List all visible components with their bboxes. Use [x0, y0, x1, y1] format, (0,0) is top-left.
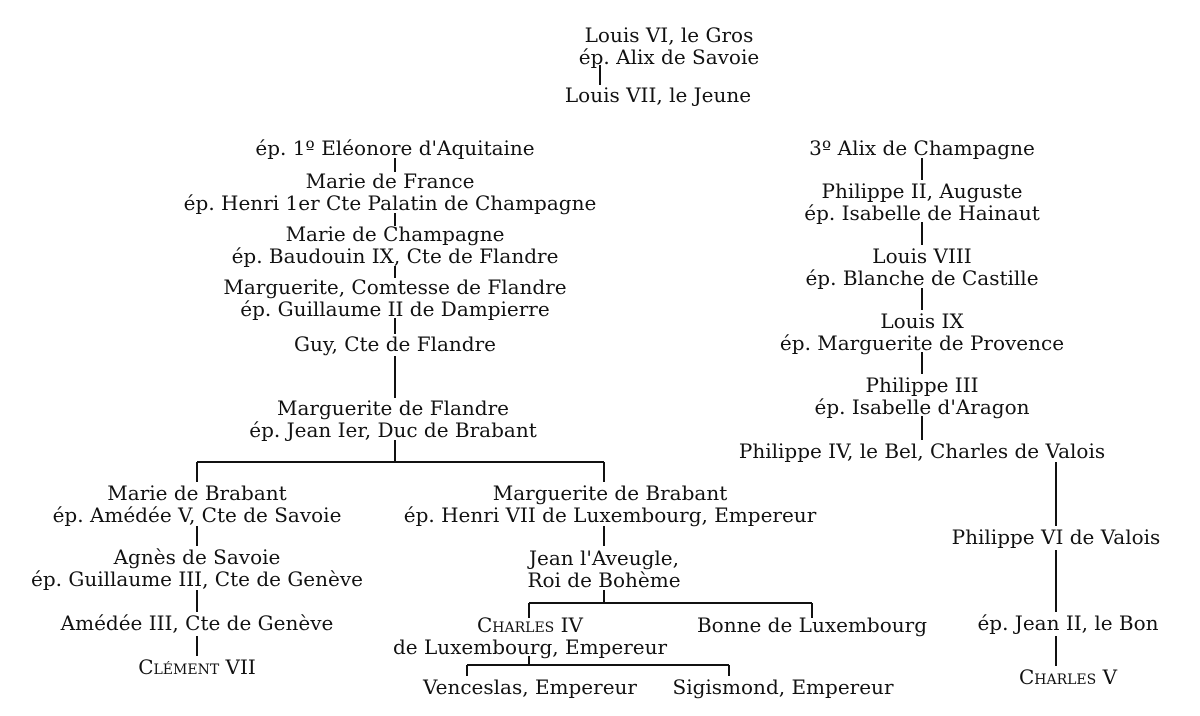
node-amedee-iii-name: Amédée III, Cte de Genève	[60, 611, 334, 635]
node-philippe-iv	[739, 440, 1105, 462]
node-agnes-de-savoie-name: Agnès de Savoie	[113, 545, 281, 569]
node-marguerite-de-flandre-name: Marguerite de Flandre	[277, 396, 509, 420]
node-bonne-de-luxembourg-name: Bonne de Luxembourg	[696, 613, 928, 637]
node-alix-de-champagne	[809, 137, 1035, 159]
node-marguerite-de-brabant-name: Marguerite de Brabant	[492, 481, 728, 505]
node-marguerite-de-brabant-spouse: ép. Henri VII de Luxembourg, Empereur	[403, 503, 817, 527]
node-guy	[294, 333, 496, 355]
node-marie-de-champagne-name: Marie de Champagne	[285, 222, 505, 246]
node-marguerite-de-flandre-spouse: ép. Jean Ier, Duc de Brabant	[249, 418, 537, 442]
node-marguerite-comtesse	[223, 276, 566, 320]
node-louis-ix-spouse: ép. Marguerite de Provence	[779, 331, 1065, 355]
node-marie-de-france	[184, 170, 597, 214]
node-marguerite-comtesse-spouse: ép. Guillaume II de Dampierre	[240, 297, 550, 321]
node-clement-vii	[138, 656, 256, 678]
node-philippe-ii	[804, 180, 1040, 224]
node-philippe-iv-name: Philippe IV, le Bel, Charles de Valois	[738, 439, 1106, 463]
node-philippe-iii	[814, 374, 1029, 418]
node-marie-de-brabant-spouse: ép. Amédée V, Cte de Savoie	[52, 503, 342, 527]
node-bonne-de-luxembourg	[697, 614, 927, 636]
node-amedee-iii	[61, 612, 334, 634]
node-philippe-iii-name: Philippe III	[865, 373, 979, 397]
node-venceslas-name: Venceslas, Empereur	[423, 675, 637, 699]
node-marie-de-champagne-spouse: ép. Baudouin IX, Cte de Flandre	[231, 244, 559, 268]
node-alix-de-champagne-name: 3º Alix de Champagne	[809, 136, 1035, 160]
node-philippe-ii-name: Philippe II, Auguste	[821, 179, 1023, 203]
node-agnes-de-savoie-spouse: ép. Guillaume III, Cte de Genève	[31, 567, 363, 591]
node-louis-viii	[805, 245, 1038, 289]
node-philippe-vi	[952, 526, 1161, 548]
node-charles-iv-title: de Luxembourg, Empereur	[392, 635, 668, 659]
node-marguerite-de-brabant	[404, 482, 817, 526]
node-marguerite-de-flandre	[249, 397, 536, 441]
node-louis-viii-spouse: ép. Blanche de Castille	[805, 266, 1039, 290]
node-marie-de-brabant	[53, 482, 342, 526]
node-eleonore	[255, 137, 534, 159]
node-marie-de-brabant-name: Marie de Brabant	[107, 481, 287, 505]
node-agnes-de-savoie	[31, 546, 363, 590]
node-charles-iv	[393, 614, 667, 658]
node-louis-vii	[565, 84, 751, 106]
node-marie-de-france-spouse: ép. Henri 1er Cte Palatin de Champagne	[183, 191, 597, 215]
node-jean-ii-name: ép. Jean II, le Bon	[977, 611, 1159, 635]
node-louis-viii-name: Louis VIII	[872, 244, 972, 268]
node-louis-vii-name: Louis VII, le Jeune	[564, 83, 752, 107]
node-eleonore-name: ép. 1º Eléonore d'Aquitaine	[255, 136, 535, 160]
node-marie-de-france-name: Marie de France	[305, 169, 475, 193]
node-sigismond	[672, 676, 893, 698]
node-louis-vi-name: Louis VI, le Gros	[584, 23, 754, 47]
node-jean-laveugle-name: Jean l'Aveugle,	[529, 546, 679, 570]
node-venceslas	[423, 676, 637, 698]
node-philippe-vi-name: Philippe VI de Valois	[951, 525, 1161, 549]
node-jean-ii	[977, 612, 1158, 634]
node-louis-vi-spouse: ép. Alix de Savoie	[578, 45, 760, 69]
node-louis-vi	[579, 24, 759, 68]
node-charles-v	[1019, 666, 1117, 688]
node-charles-v-name: Charles V	[1018, 665, 1118, 689]
node-marie-de-champagne	[232, 223, 559, 267]
node-jean-laveugle	[527, 547, 680, 591]
node-marguerite-comtesse-name: Marguerite, Comtesse de Flandre	[223, 275, 567, 299]
node-louis-ix	[780, 310, 1064, 354]
node-philippe-ii-spouse: ép. Isabelle de Hainaut	[804, 201, 1040, 225]
node-jean-laveugle-title: Roi de Bohème	[527, 568, 681, 592]
node-clement-vii-name: Clément VII	[138, 655, 256, 679]
node-sigismond-name: Sigismond, Empereur	[672, 675, 894, 699]
node-philippe-iii-spouse: ép. Isabelle d'Aragon	[814, 395, 1030, 419]
node-louis-ix-name: Louis IX	[880, 309, 964, 333]
node-guy-name: Guy, Cte de Flandre	[293, 332, 497, 356]
node-charles-iv-name: Charles IV	[477, 613, 583, 637]
